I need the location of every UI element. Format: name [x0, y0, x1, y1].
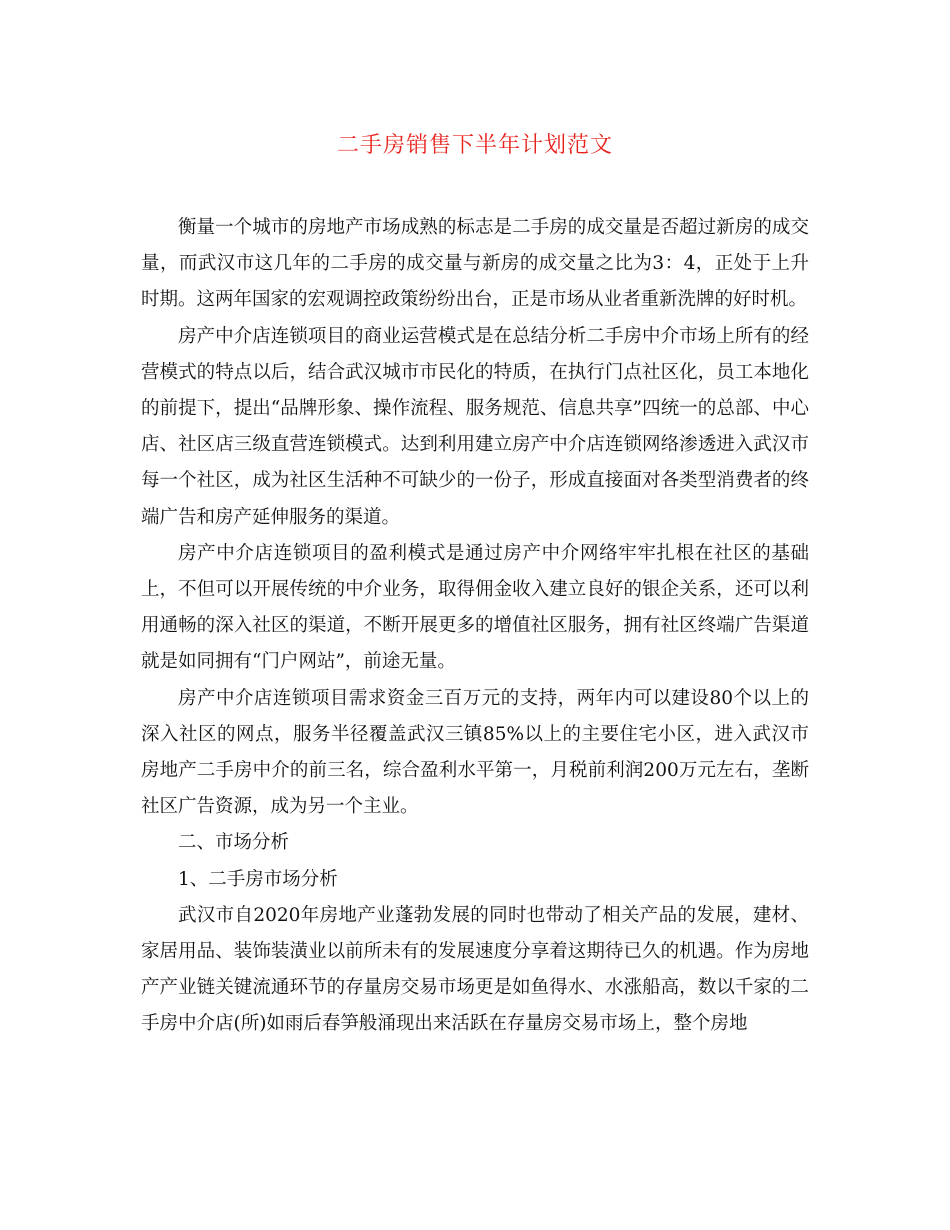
paragraph-intro: 衡量一个城市的房地产市场成熟的标志是二手房的成交量是否超过新房的成交量，而武汉市这几年的二手房的成交量与新房的成交量之比为3：4，正处于上升时期。这两年国家的宏观调控政策纷纷出台，正是市场从业者重新洗牌的好时机。: [141, 217, 809, 311]
document-title: 二手房销售下半年计划范文: [336, 133, 613, 158]
paragraph-business-model: 房产中介店连锁项目的商业运营模式是在总结分析二手房中介市场上所有的经营模式的特点以后，结合武汉城市市民化的特质，在执行门点社区化，员工本地化的前提下，提出“品牌形象、操作流程、服务规范、信息共享”四统一的总部、中心店、社区店三级直营连锁模式。达到利用建立房产中介店连锁网络渗透进入武汉市每一个社区，成为社区生活种不可缺少的一份子，形成直接面对各类型消费者的终端广告和房产延伸服务的渠道。: [141, 325, 809, 528]
paragraph-profit-model: 房产中介店连锁项目的盈利模式是通过房产中介网络牢牢扎根在社区的基础上，不但可以开展传统的中介业务，取得佣金收入建立良好的银企关系，还可以利用通畅的深入社区的渠道，不断开展更多的增值社区服务，拥有社区终端广告渠道就是如同拥有“门户网站”，前途无量。: [141, 542, 809, 673]
paragraph-funding: 房产中介店连锁项目需求资金三百万元的支持，两年内可以建设80个以上的深入社区的网点，服务半径覆盖武汉三镇85%以上的主要住宅小区，进入武汉市房地产二手房中介的前三名，综合盈利水平第一，月税前利润200万元左右，垄断社区广告资源，成为另一个主业。: [141, 687, 809, 818]
paragraph-market-history: 武汉市自2020年房地产业蓬勃发展的同时也带动了相关产品的发展，建材、家居用品、装饰装潢业以前所未有的发展速度分享着这期待已久的机遇。作为房地产产业链关键流通环节的存量房交易市场更是如鱼得水、水涨船高，数以千家的二手房中介店(所)如雨后春笋般涌现出来活跃在存量房交易市场上，整个房地: [141, 904, 809, 1035]
section-heading-market-analysis: 二、市场分析: [178, 832, 290, 854]
document-body: [141, 210, 809, 1043]
subsection-heading-second-hand-market: 1、二手房市场分析: [178, 868, 338, 890]
